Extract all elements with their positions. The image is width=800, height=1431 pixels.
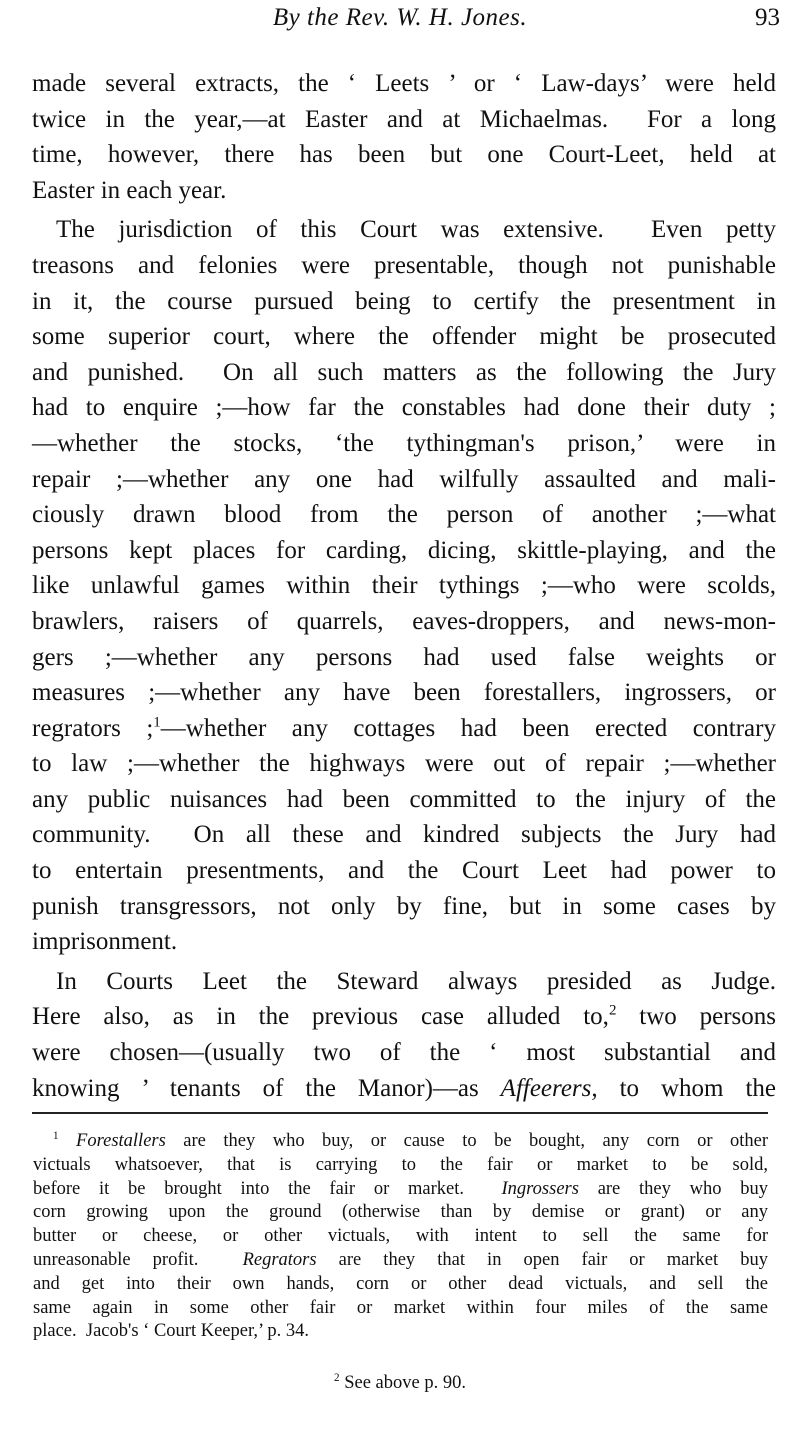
text-run: corn growing upon the ground (otherwise than by demise or grant) or any xyxy=(33,1202,768,1223)
text-line xyxy=(32,568,776,604)
text-run: are they that in open fair or market buy xyxy=(316,1249,768,1270)
text-run: any public nuisances had been committed to the injury of the xyxy=(32,785,776,813)
text-line xyxy=(32,533,776,569)
body-text xyxy=(32,66,776,1110)
text-run: and get into their own hands, corn or other dead victuals, and sell the xyxy=(33,1273,768,1294)
text-line xyxy=(33,1178,768,1202)
text-line xyxy=(32,137,776,173)
text-run: Easter in each year. xyxy=(32,176,227,204)
text-line xyxy=(32,711,776,747)
text-run: repair ;—whether any one had wilfully assaulted and mali- xyxy=(32,465,776,493)
text-run: butter or cheese, or other victuals, with intent to sell the same for xyxy=(33,1226,768,1247)
text-line xyxy=(33,1130,768,1154)
text-line xyxy=(33,1320,768,1344)
text-line xyxy=(33,1249,768,1273)
footnote-2 xyxy=(0,1373,800,1394)
text-run: and punished. On all such matters as the following the Jury xyxy=(32,358,776,386)
text-run: knowing ’ tenants of the Manor)—as xyxy=(32,1074,501,1102)
italic-text: Affeerers, xyxy=(500,1074,598,1102)
text-run: to law ;—whether the highways were out of repair ;—whether xyxy=(32,750,776,778)
text-run: brawlers, raisers of quarrels, eaves-droppers, and news-mon- xyxy=(32,607,776,635)
text-run: victuals whatsoever, that is carrying to the fair or market to be sold, xyxy=(33,1154,768,1175)
text-run: unreasonable profit. xyxy=(33,1249,243,1270)
text-run: in it, the course pursued being to certify the presentment in xyxy=(32,287,776,315)
text-run: community. On all these and kindred subjects the Jury had xyxy=(32,821,776,849)
text-run: Here also, as in the previous case alluded to, xyxy=(32,1003,609,1031)
text-run: —whether any cottages had been erected contrary xyxy=(160,714,776,742)
text-run: are they who buy xyxy=(578,1178,768,1199)
text-line xyxy=(32,640,776,676)
text-line xyxy=(33,1225,768,1249)
text-line xyxy=(33,1273,768,1297)
text-line xyxy=(32,284,776,320)
text-run: twice in the year,—at Easter and at Michaelmas. For a long xyxy=(32,105,776,133)
text-run: to whom the xyxy=(597,1074,776,1102)
text-run: regrators ; xyxy=(32,714,154,742)
text-line xyxy=(32,462,776,498)
text-line xyxy=(32,604,776,640)
italic-text: Ingrossers xyxy=(501,1178,579,1199)
footnote-marker: 1 xyxy=(53,1129,59,1142)
text-line xyxy=(32,66,776,102)
text-line xyxy=(33,1297,768,1321)
text-line xyxy=(32,390,776,426)
text-line xyxy=(32,964,776,1000)
text-run: before it be brought into the fair or market. xyxy=(33,1178,502,1199)
text-run: punish transgressors, not only by fine, but in some cases by xyxy=(32,892,776,920)
footnote-marker: 2 xyxy=(608,1003,617,1020)
text-line xyxy=(32,853,776,889)
text-line xyxy=(32,426,776,462)
text-run: gers ;—whether any persons had used false weights or xyxy=(32,643,776,671)
text-run: made several extracts, the ‘ Leets ’ or ‘ Law-days’ were held xyxy=(32,70,776,97)
footnote-divider xyxy=(32,1112,768,1114)
text-line xyxy=(32,999,776,1035)
paragraph xyxy=(32,964,776,1106)
text-run: —whether the stocks, ‘the tythingman's prison,’ were in xyxy=(32,429,776,457)
text-line xyxy=(32,817,776,853)
text-line xyxy=(32,746,776,782)
text-run: were chosen—(usually two of the ‘ most substantial and xyxy=(32,1039,776,1067)
text-line xyxy=(33,1154,768,1178)
text-run: time, however, there has been but one Court-Leet, held at xyxy=(32,141,776,169)
text-line xyxy=(32,497,776,533)
running-header xyxy=(0,4,800,38)
text-line xyxy=(32,355,776,391)
text-line xyxy=(32,173,776,209)
footnote-1 xyxy=(33,1130,768,1344)
footnote-text: See above p. 90. xyxy=(339,1373,466,1393)
text-run: In Courts Leet the Steward always presided as Judge. xyxy=(56,967,776,995)
text-run: some superior court, where the offender might be prosecuted xyxy=(32,323,776,351)
text-line xyxy=(32,248,776,284)
text-line xyxy=(32,1071,776,1107)
text-run: had to enquire ;—how far the constables had done their duty ; xyxy=(32,394,776,422)
text-line xyxy=(32,782,776,818)
footnote-marker: 2 xyxy=(334,1371,340,1384)
paragraph xyxy=(32,212,776,959)
text-run: measures ;—whether any have been forestallers, ingrossers, or xyxy=(32,679,776,707)
text-line xyxy=(32,924,776,960)
text-line xyxy=(32,212,776,248)
text-run: imprisonment. xyxy=(32,928,178,956)
text-run: are they who buy, or cause to be bought, any corn or other xyxy=(165,1131,769,1151)
text-line xyxy=(32,675,776,711)
text-run: same again in some other fair or market within four miles of the same xyxy=(33,1297,768,1318)
paragraph xyxy=(32,66,776,208)
text-run: persons kept places for carding, dicing, skittle-playing, and the xyxy=(32,536,776,564)
text-run: to entertain presentments, and the Court Leet had power to xyxy=(32,857,776,885)
text-line xyxy=(33,1201,768,1225)
text-run: treasons and felonies were presentable, though not punishable xyxy=(32,251,776,279)
footnotes xyxy=(33,1130,768,1348)
text-run: place. Jacob's ‘ Court Keeper,’ p. 34. xyxy=(33,1321,310,1342)
text-run: ciously drawn blood from the person of another ;—what xyxy=(32,501,776,529)
text-run: two persons xyxy=(616,1003,776,1031)
page-number: 93 xyxy=(755,4,780,31)
text-run xyxy=(59,1131,77,1151)
text-line xyxy=(32,1035,776,1071)
text-line xyxy=(32,102,776,138)
running-title: By the Rev. W. H. Jones. xyxy=(272,4,528,31)
text-run: like unlawful games within their tythings ;—who were scolds, xyxy=(32,572,776,600)
text-line xyxy=(32,889,776,925)
text-line xyxy=(32,319,776,355)
footnote-marker: 1 xyxy=(153,714,161,731)
italic-text: Forestallers xyxy=(76,1131,166,1151)
italic-text: Regrators xyxy=(242,1249,317,1270)
text-run: The jurisdiction of this Court was extensive. Even petty xyxy=(56,216,776,244)
